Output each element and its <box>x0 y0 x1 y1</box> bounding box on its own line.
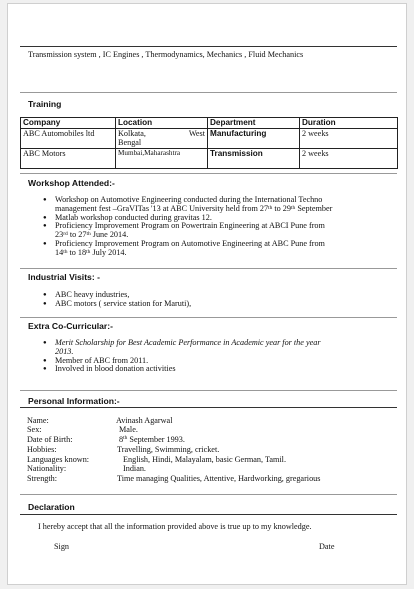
visits-heading: Industrial Visits: - <box>28 272 100 282</box>
top-divider <box>20 46 397 47</box>
location-state: Bengal <box>118 138 142 148</box>
list-item: ● Workshop on Automotive Engineering conducted during the International Techno management fest –GraVITas '13 at ABC University held from 27th to 29th September <box>35 196 405 214</box>
workshop-list <box>35 196 405 258</box>
extra-list <box>35 339 405 374</box>
sign-label: Sign <box>54 542 70 551</box>
visits-list <box>35 291 405 309</box>
cell-duration: 2 weeks <box>300 129 398 149</box>
section-divider <box>20 390 397 391</box>
date-label: Date <box>319 542 335 551</box>
table-header-row <box>21 118 398 129</box>
declaration-heading: Declaration <box>28 502 75 512</box>
cell-company: ABC Motors <box>21 149 116 169</box>
list-item: ● ABC heavy industries, <box>35 291 405 300</box>
table-row <box>21 129 398 149</box>
skills-line: Transmission system , IC Engines , Thermodynamics, Mechanics , Fluid Mechanics <box>28 50 304 59</box>
section-divider <box>20 268 397 269</box>
location-city: Kolkata, <box>118 129 146 138</box>
training-heading: Training <box>28 99 62 109</box>
declaration-text: I hereby accept that all the information provided above is true up to my knowledge. <box>38 522 312 531</box>
section-divider <box>20 494 397 495</box>
col-company: Company <box>21 118 116 129</box>
col-duration: Duration <box>300 118 398 129</box>
resume-page: Transmission system , IC Engines , Thermodynamics, Mechanics , Fluid Mechanics Training Company Location Department Duration ABC Automobiles ltd Kolkata, West Bengal Manufacturing 2 weeks ABC Motors Mumbai,Maharashtra Transmission 2 weeks Workshop Attended:- ● Workshop on Automotive Engineering conducted during the International Techno management fest –GraVITas '13 at ABC University held from 27th to 29th September ● Matlab workshop conducted during gravitas 12. ● Proficiency Improvement Program on Powertrain Engineering at ABCI Pune from 23rd to 27th June 2014. ● Proficiency Improvement Program on Automotive Engineering at ABC Pune from 14th to 18th July 2014. Industrial Visits: - ● ABC heavy industries, ● ABC motors ( service station for Maruti), Extra Co-Curricular:- ● Merit Scholarship for Best Academic Performance in Academic year for the year 2013. ● Member of ABC from 2011. ● Involved in blood donation activities Personal Information:- Name: Avinash Agarwal Sex: Male. Date of Birth: 8th September 1993. Hobbies: Travelling, Swimming, cricket. Languages known: English, Hindi, Malayalam, basic German, Tamil. Nationality: Indian. Strength: Time managing Qualities, Attentive, Hardworking, gregarious Declaration I hereby accept that all the information provided above is true up to my knowledge. Sign Date <box>7 3 407 585</box>
cell-location: Mumbai,Maharashtra <box>116 149 208 169</box>
section-divider <box>20 317 397 318</box>
extra-heading: Extra Co-Curricular:- <box>28 321 113 331</box>
cell-location <box>116 129 208 149</box>
list-item: ● Proficiency Improvement Program on Powertrain Engineering at ABCI Pune from 23rd to 27th June 2014. <box>35 222 405 240</box>
col-department: Department <box>208 118 300 129</box>
cell-department: Manufacturing <box>208 129 300 149</box>
cell-company: ABC Automobiles ltd <box>21 129 116 149</box>
col-location: Location <box>116 118 208 129</box>
section-divider <box>20 173 397 174</box>
training-table <box>20 117 398 169</box>
list-item: ● Matlab workshop conducted during gravitas 12. <box>35 214 405 223</box>
section-divider <box>20 92 397 93</box>
list-item: ● Member of ABC from 2011. <box>35 357 405 366</box>
list-item: ● ABC motors ( service station for Maruti), <box>35 300 405 309</box>
cell-department: Transmission <box>208 149 300 169</box>
list-item: ● Merit Scholarship for Best Academic Performance in Academic year for the year 2013. <box>35 339 405 357</box>
list-item: ● Involved in blood donation activities <box>35 365 405 374</box>
table-row <box>21 149 398 169</box>
workshop-heading: Workshop Attended:- <box>28 178 115 188</box>
location-region: West <box>188 129 205 138</box>
list-item: ● Proficiency Improvement Program on Automotive Engineering at ABC Pune from 14th to 18th July 2014. <box>35 240 405 258</box>
personal-underline <box>20 407 397 408</box>
personal-heading: Personal Information:- <box>28 396 120 406</box>
cell-duration: 2 weeks <box>300 149 398 169</box>
declaration-underline <box>20 514 397 515</box>
